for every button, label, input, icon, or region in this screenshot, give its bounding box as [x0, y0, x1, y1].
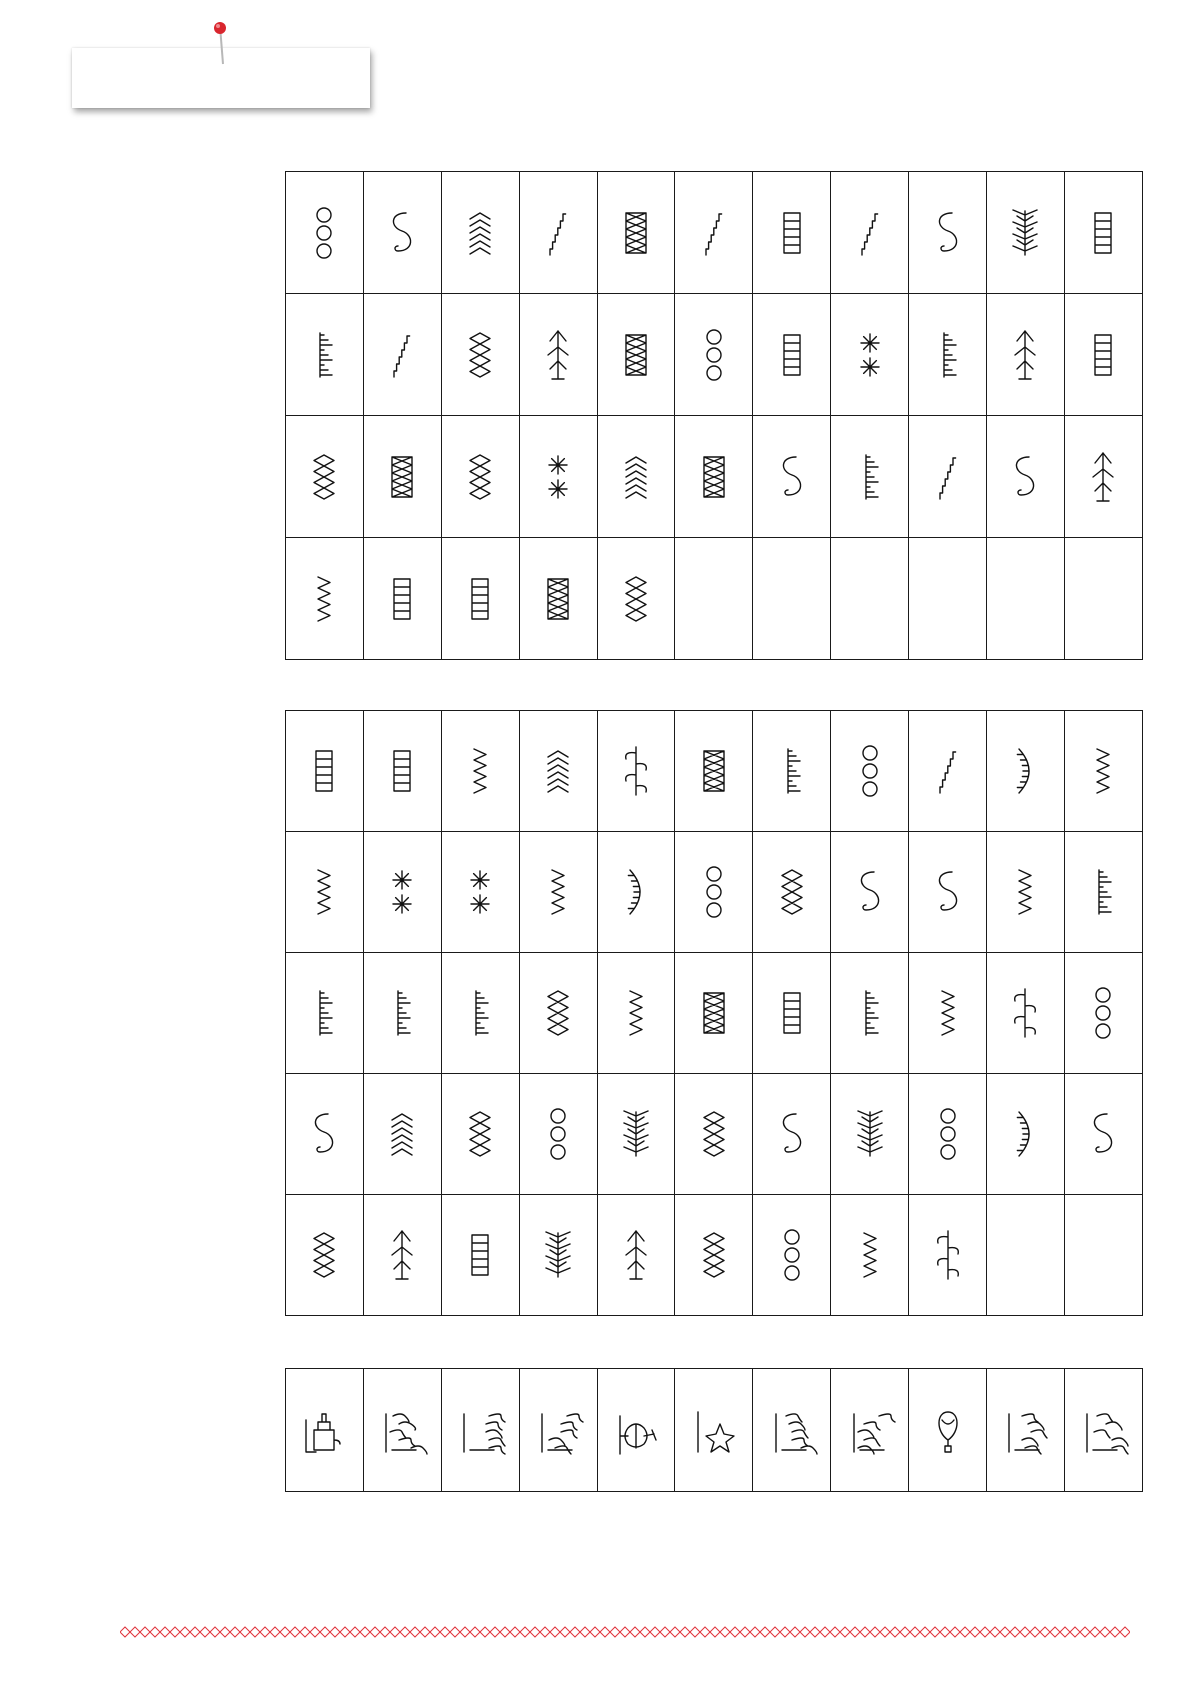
stitch-square-key-icon [294, 569, 354, 629]
stitch-dandelion-icon [1073, 447, 1133, 507]
stitch-cell[interactable] [597, 1074, 675, 1195]
stitch-bowtie-lines-icon [1073, 325, 1133, 385]
stitch-x-bars-icon [684, 1225, 744, 1285]
stitch-cell[interactable] [675, 832, 753, 953]
motif-bird-icon [840, 1400, 900, 1460]
stitch-cell[interactable] [831, 1195, 909, 1316]
stitch-cell[interactable] [363, 538, 441, 660]
stitch-cell[interactable] [441, 953, 519, 1074]
stitch-cell[interactable] [675, 953, 753, 1074]
stitch-cell[interactable] [363, 953, 441, 1074]
stitch-stair-curve-icon [995, 741, 1055, 801]
stitch-arc-curl-icon [606, 983, 666, 1043]
stitch-cell[interactable] [519, 294, 597, 416]
stitch-circle-pair-icon [528, 447, 588, 507]
stitch-arc-fringe-icon [684, 983, 744, 1043]
stitch-cell[interactable] [1064, 172, 1142, 294]
stitch-leaf-satin-icon [684, 447, 744, 507]
stitch-butterfly-icon [528, 862, 588, 922]
stitch-herringbone-box-icon [450, 325, 510, 385]
stitch-cell[interactable] [286, 711, 364, 832]
motif-train-icon [1073, 1400, 1133, 1460]
stitch-cell[interactable] [441, 1195, 519, 1316]
stitch-arc-ladder-icon [995, 983, 1055, 1043]
stitch-ornament-drop-icon [1073, 1104, 1133, 1164]
stitch-loop-petals-icon [684, 862, 744, 922]
motif-turtle-icon [762, 1400, 822, 1460]
stitch-cell[interactable] [1064, 1074, 1142, 1195]
stitch-cell[interactable] [1064, 416, 1142, 538]
stitch-ribbon-bow-icon [450, 862, 510, 922]
stitch-diamond-arrow-icon [372, 1225, 432, 1285]
stitch-row [286, 1195, 1143, 1316]
stitch-cell[interactable] [519, 1195, 597, 1316]
stitch-cell[interactable] [987, 832, 1065, 953]
empty-cell [753, 538, 831, 660]
stitch-cell[interactable] [286, 832, 364, 953]
stitch-row [286, 1369, 1143, 1492]
stitch-arrow-chevron-icon [840, 325, 900, 385]
stitch-cell[interactable] [987, 1369, 1065, 1492]
stitch-s-curl-icon [762, 1104, 822, 1164]
decorative-diamond-border [120, 1624, 1130, 1640]
stitch-cell[interactable] [909, 1074, 987, 1195]
stitch-twist-satin-icon [606, 862, 666, 922]
stitch-cell[interactable] [441, 416, 519, 538]
stitch-triangle-panel-icon [294, 447, 354, 507]
stitch-cell[interactable] [987, 172, 1065, 294]
stitch-cell[interactable] [987, 711, 1065, 832]
stitch-zigzag-satin-icon [528, 741, 588, 801]
stitch-scroll-column-icon [450, 569, 510, 629]
stitch-stacked-arrows-icon [606, 1104, 666, 1164]
stitch-cell[interactable] [597, 832, 675, 953]
stitch-step-bars-icon [294, 325, 354, 385]
stitch-lattice-diamonds-icon [528, 325, 588, 385]
stitch-cell[interactable] [675, 172, 753, 294]
empty-cell [987, 538, 1065, 660]
stitch-heart-loop-icon [294, 862, 354, 922]
stitch-cell[interactable] [675, 711, 753, 832]
stitch-cell[interactable] [519, 1369, 597, 1492]
stitch-cell[interactable] [831, 416, 909, 538]
stitch-cup-branches-icon [1073, 862, 1133, 922]
stitch-cell[interactable] [987, 294, 1065, 416]
stitch-double-x-icon [762, 325, 822, 385]
stitch-cell[interactable] [519, 1074, 597, 1195]
stitch-cell[interactable] [286, 416, 364, 538]
stitch-leaf-vine-icon [995, 1104, 1055, 1164]
stitch-diamond-steps-icon [1073, 983, 1133, 1043]
stitch-grid-box-icon [995, 447, 1055, 507]
stitch-hexagon-vine-icon [918, 447, 978, 507]
empty-cell [1064, 538, 1142, 660]
stitch-chevron-outline-icon [995, 325, 1055, 385]
stitch-zigzag-step-icon [294, 983, 354, 1043]
stitch-cell[interactable] [597, 294, 675, 416]
stitch-fern-double-icon [528, 203, 588, 263]
stitch-swirl-knot-icon [372, 569, 432, 629]
stitch-cell[interactable] [519, 832, 597, 953]
stitch-cell[interactable] [286, 1369, 364, 1492]
stitch-cell[interactable] [519, 416, 597, 538]
stitch-cell[interactable] [675, 1195, 753, 1316]
stitch-cell[interactable] [286, 172, 364, 294]
stitch-comb-steps-icon [762, 741, 822, 801]
stitch-cell[interactable] [753, 1195, 831, 1316]
stitch-cell[interactable] [831, 1074, 909, 1195]
stitch-x-chain-icon [762, 1225, 822, 1285]
stitch-arrow-fan-icon [372, 983, 432, 1043]
stitch-cell[interactable] [441, 294, 519, 416]
stitch-cell[interactable] [441, 172, 519, 294]
motif-elephant-icon [528, 1400, 588, 1460]
stitch-cell[interactable] [675, 1074, 753, 1195]
stitch-bold-branch-icon [762, 203, 822, 263]
stitch-table-1 [285, 171, 1143, 660]
stitch-cell[interactable] [909, 832, 987, 953]
empty-cell [675, 538, 753, 660]
stitch-feather-wave-icon [450, 741, 510, 801]
stitch-cell[interactable] [286, 953, 364, 1074]
stitch-cell[interactable] [831, 294, 909, 416]
stitch-wavy-satin-icon [918, 983, 978, 1043]
stitch-cell[interactable] [753, 172, 831, 294]
empty-cell [831, 538, 909, 660]
stitch-cell[interactable] [675, 416, 753, 538]
stitch-cell[interactable] [286, 1195, 364, 1316]
stitch-stair-zigzag-icon [372, 1104, 432, 1164]
stitch-fan-branch-icon [450, 203, 510, 263]
motif-beetle-icon [606, 1400, 666, 1460]
stitch-cell[interactable] [363, 1369, 441, 1492]
stitch-crosshatch-icon [606, 325, 666, 385]
stitch-star-branches-icon [684, 203, 744, 263]
stitch-cell[interactable] [753, 953, 831, 1074]
stitch-arc-loop-icon [528, 983, 588, 1043]
stitch-stacked-chevrons-icon [995, 203, 1055, 263]
stitch-scroll-s-icon [840, 447, 900, 507]
stitch-table-2 [285, 710, 1143, 1316]
stitch-cell[interactable] [363, 416, 441, 538]
stitch-cell[interactable] [1064, 832, 1142, 953]
stitch-eight-point-star-icon [918, 325, 978, 385]
stitch-row [286, 538, 1143, 660]
stitch-bar-arrow-icon [606, 569, 666, 629]
stitch-sunburst-pair-icon [450, 447, 510, 507]
stitch-tree-arrows-icon [918, 1225, 978, 1285]
stitch-cell[interactable] [909, 172, 987, 294]
stitch-diamond-bar-icon [918, 862, 978, 922]
stitch-dot-chevron-icon [762, 862, 822, 922]
stitch-cell[interactable] [909, 953, 987, 1074]
stitch-grid-lines-icon [528, 1104, 588, 1164]
stitch-flower-vine-icon [840, 1104, 900, 1164]
stitch-cell[interactable] [987, 416, 1065, 538]
stitch-row [286, 711, 1143, 832]
pushpin-icon [210, 18, 230, 68]
stitch-greek-key-icon [684, 325, 744, 385]
stitch-bowtie-satin-icon [918, 203, 978, 263]
stitch-cell[interactable] [831, 172, 909, 294]
stitch-row [286, 294, 1143, 416]
stitch-cell[interactable] [909, 294, 987, 416]
motif-table [285, 1368, 1143, 1492]
stitch-row [286, 1074, 1143, 1195]
stitch-cell[interactable] [519, 172, 597, 294]
stitch-star-pair-icon [1073, 741, 1133, 801]
empty-cell [1064, 1195, 1142, 1316]
stitch-cell[interactable] [286, 538, 364, 660]
stitch-cell[interactable] [597, 1195, 675, 1316]
stitch-row [286, 172, 1143, 294]
stitch-straight-line-icon [372, 862, 432, 922]
motif-baby-bottle-icon [294, 1400, 354, 1460]
stitch-cell[interactable] [441, 711, 519, 832]
diamond-border-line [120, 1627, 1130, 1637]
stitch-honeycomb-icon [606, 447, 666, 507]
stitch-y-branch-icon [372, 447, 432, 507]
empty-cell [909, 538, 987, 660]
stitch-cell[interactable] [363, 711, 441, 832]
stitch-cell[interactable] [987, 953, 1065, 1074]
stitch-cell[interactable] [909, 711, 987, 832]
stitch-cell[interactable] [753, 294, 831, 416]
stitch-cell[interactable] [987, 1074, 1065, 1195]
stitch-crescent-satin-icon [840, 983, 900, 1043]
stitch-row [286, 953, 1143, 1074]
motif-tractor-icon [372, 1400, 432, 1460]
stitch-cell[interactable] [753, 1369, 831, 1492]
motif-trumpet-icon [995, 1400, 1055, 1460]
stitch-zigzag-line-icon [372, 325, 432, 385]
stitch-oval-leaf-icon [294, 1225, 354, 1285]
stitch-cell[interactable] [363, 832, 441, 953]
stitch-hourglass-icon [840, 741, 900, 801]
stitch-half-moon-ladder-icon [762, 983, 822, 1043]
stitch-ramp-right-icon [606, 741, 666, 801]
stitch-feather-leaf-icon [528, 1225, 588, 1285]
stitch-comb-fence-icon [684, 1104, 744, 1164]
stitch-comb-small-icon [840, 203, 900, 263]
stitch-ramp-center-icon [684, 741, 744, 801]
stitch-cell[interactable] [441, 538, 519, 660]
stitch-diagonal-panel-icon [1073, 203, 1133, 263]
stitch-hook-vine-icon [606, 203, 666, 263]
stitch-cell[interactable] [831, 711, 909, 832]
stitch-row [286, 832, 1143, 953]
stitch-arc-line-icon [450, 983, 510, 1043]
stitch-cell[interactable] [1064, 1369, 1142, 1492]
stitch-greek-steps-icon [294, 1104, 354, 1164]
stitch-arrow-cross-icon [528, 569, 588, 629]
stitch-cell[interactable] [519, 538, 597, 660]
stitch-cell[interactable] [831, 1369, 909, 1492]
stitch-arrow-branches-icon [372, 203, 432, 263]
stitch-cell[interactable] [363, 294, 441, 416]
stitch-cell[interactable] [909, 416, 987, 538]
stitch-cell[interactable] [597, 416, 675, 538]
stitch-cell[interactable] [597, 711, 675, 832]
stitch-leaf-arrow-icon [606, 1225, 666, 1285]
stitch-burst-left-icon [294, 203, 354, 263]
stitch-cell[interactable] [441, 1074, 519, 1195]
stitch-cell[interactable] [831, 953, 909, 1074]
stitch-diamond-flower-icon [762, 447, 822, 507]
stitch-cell[interactable] [753, 416, 831, 538]
stitch-cell[interactable] [441, 832, 519, 953]
stitch-cell[interactable] [1064, 294, 1142, 416]
stitch-step-line-icon [918, 741, 978, 801]
motif-squirrel-icon [450, 1400, 510, 1460]
stitch-cell[interactable] [597, 953, 675, 1074]
stitch-cell[interactable] [597, 538, 675, 660]
stitch-row [286, 416, 1143, 538]
stitch-diamond-chain-icon [294, 741, 354, 801]
stitch-cell[interactable] [597, 172, 675, 294]
stitch-cell[interactable] [363, 1074, 441, 1195]
stitch-cell[interactable] [519, 953, 597, 1074]
stitch-cell[interactable] [1064, 953, 1142, 1074]
stitch-cell[interactable] [1064, 711, 1142, 832]
stitch-cell[interactable] [909, 1369, 987, 1492]
motif-star-icon [684, 1400, 744, 1460]
stitch-leaf-chain-icon [450, 1225, 510, 1285]
stitch-triangle-ladder-icon [450, 1104, 510, 1164]
stitch-cell[interactable] [519, 711, 597, 832]
motif-hot-air-balloon-icon [918, 1400, 978, 1460]
stitch-bud-vine-icon [918, 1104, 978, 1164]
stitch-cell[interactable] [363, 1195, 441, 1316]
stitch-cell[interactable] [831, 832, 909, 953]
stitch-cell[interactable] [909, 1195, 987, 1316]
stitch-cell[interactable] [675, 1369, 753, 1492]
stitch-diamond-cross-icon [995, 862, 1055, 922]
stitch-cell[interactable] [363, 172, 441, 294]
stitch-cell[interactable] [753, 1074, 831, 1195]
stitch-cell[interactable] [753, 711, 831, 832]
empty-cell [987, 1195, 1065, 1316]
stitch-cell[interactable] [597, 1369, 675, 1492]
stitch-cell[interactable] [286, 1074, 364, 1195]
stitch-diamond-burst-icon [840, 1225, 900, 1285]
stitch-ladder-box-icon [372, 741, 432, 801]
stitch-cell[interactable] [753, 832, 831, 953]
stitch-cell[interactable] [441, 1369, 519, 1492]
stitch-arrow-diamond-icon [840, 862, 900, 922]
stitch-cell[interactable] [675, 294, 753, 416]
stitch-cell[interactable] [286, 294, 364, 416]
